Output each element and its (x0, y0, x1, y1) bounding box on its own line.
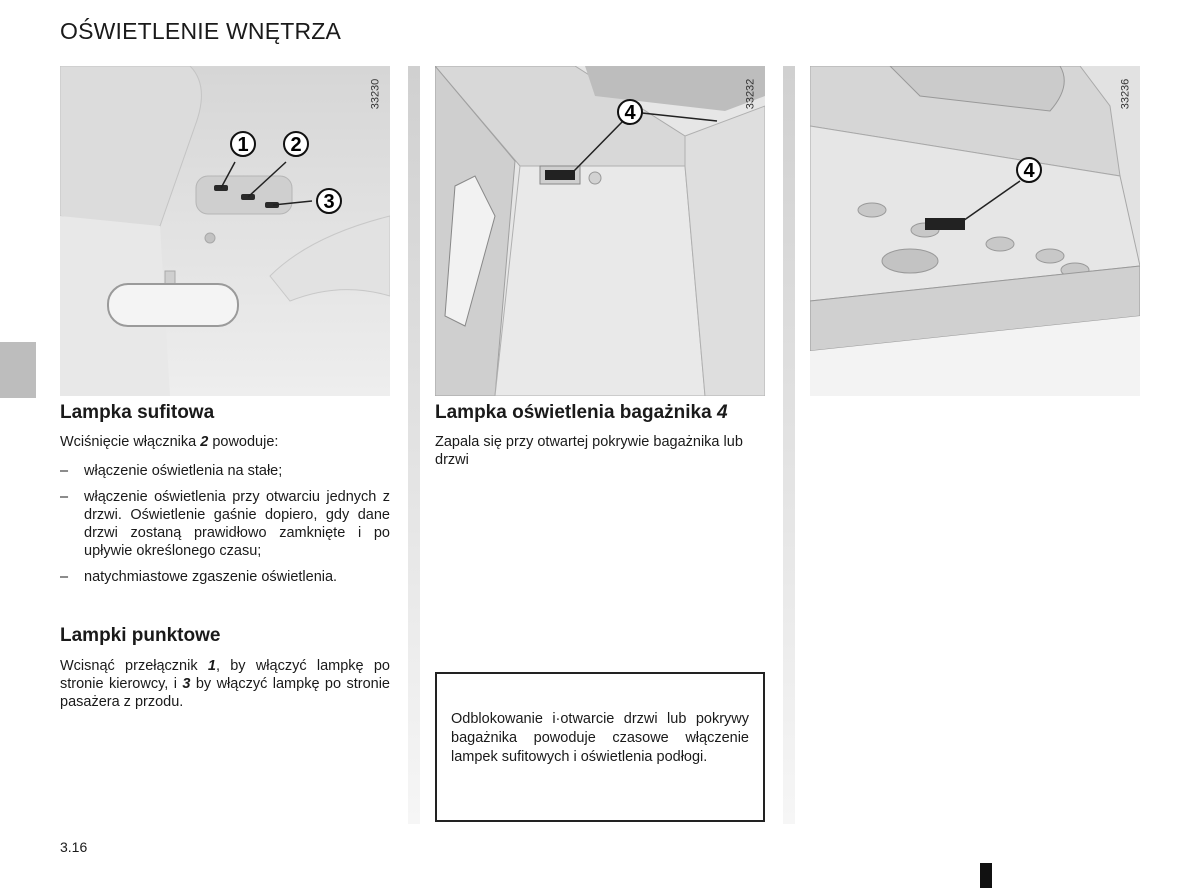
page-number: 3.16 (60, 839, 88, 855)
figure-ceiling-lamp (60, 66, 390, 396)
list-item: – włączenie oświetlenia na stałe; (60, 462, 390, 480)
spot-lamps-text: Wcisnąć przełącznik 1, by włączyć lampkę po stronie kierowcy, i 3 by włączyć lampkę po stronie pasażera z przodu. (60, 658, 390, 710)
callout-1 (231, 132, 255, 156)
ceiling-lamp-illustration (60, 66, 390, 396)
figure-code: 33230 (369, 78, 382, 110)
heading-ceiling-lamp: Lampka sufitowa (60, 402, 215, 423)
ceiling-lamp-intro: Wciśnięcie włącznika 2 powoduje: (60, 434, 279, 450)
note-box: Odblokowanie i·otwarcie drzwi lub pokrywy bagażnika powoduje czasowe włączenie lampek sufitowych i oświetlenia podłogi. (435, 672, 765, 822)
heading-trunk-lamp: Lampka oświetlenia bagażnika 4 (435, 402, 728, 423)
figure-tailgate-lamp (810, 66, 1140, 396)
figure-code: 33232 (744, 78, 757, 110)
callout-4 (618, 100, 642, 124)
figure-code: 33236 (1119, 78, 1132, 110)
callout-2 (284, 132, 308, 156)
corner-mark (980, 863, 992, 888)
trunk-lamp-illustration (435, 66, 765, 396)
page-title: OŚWIETLENIE WNĘTRZA (60, 18, 342, 44)
figure-trunk-lamp (435, 66, 765, 396)
trunk-lamp-text: Zapala się przy otwartej pokrywie bagażnika lub drzwi (435, 434, 743, 468)
ceiling-lamp-options (60, 462, 390, 594)
column-divider (408, 66, 420, 824)
heading-spot-lamps: Lampki punktowe (60, 625, 221, 646)
callout-3 (317, 189, 341, 213)
list-item: – natychmiastowe zgaszenie oświetlenia. (60, 568, 390, 586)
svg-text:2: 2 (290, 134, 302, 156)
chapter-tab (0, 342, 36, 398)
svg-text:3: 3 (323, 191, 335, 213)
column-divider (783, 66, 795, 824)
tailgate-lamp-illustration (810, 66, 1140, 396)
list-item: – włączenie oświetlenia przy otwarciu jednych z drzwi. Oświetlenie gaśnie dopiero, gdy dane drzwi zostaną prawidłowo zamknięte i po upływie określonego czasu; (60, 488, 390, 560)
callout-4 (1017, 158, 1041, 182)
svg-text:4: 4 (624, 102, 636, 124)
svg-text:4: 4 (1023, 160, 1035, 182)
svg-text:1: 1 (237, 134, 249, 156)
